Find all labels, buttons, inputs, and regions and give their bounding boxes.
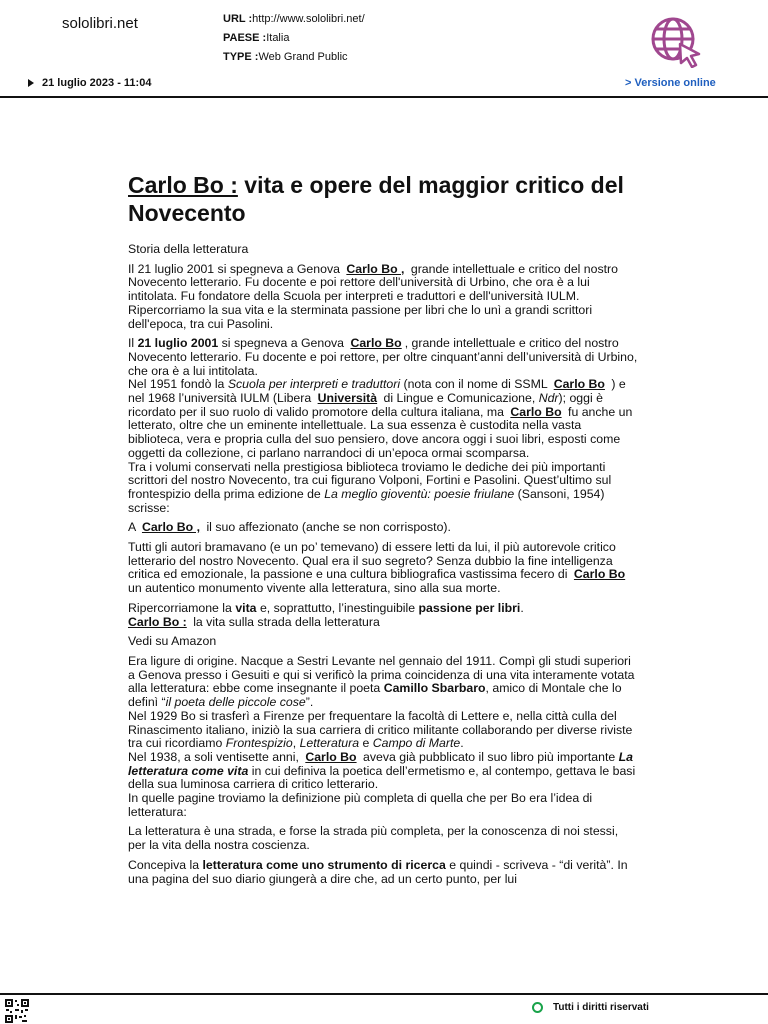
publication-date	[28, 77, 151, 89]
highlighted-term: Carlo Bo :	[128, 614, 187, 629]
paragraph-body-1: Il 21 luglio 2001 si spegneva a Genova Carlo Bo , grande intellettuale e critico del nostro Novecento letterario. Fu docente e poi rettore, per oltre cinquant’anni dell’università di Urbino, che ora è a lui intitolata. Nel 1951 fondò la Scuola per interpreti e traduttori (nota con il nome di SSML Carlo Bo ) e nel 1968 l’università IULM (Libera Università di Lingue e Comunicazione, Ndr); oggi è ricordato per il suo ruolo di valido promotore della cultura italiana, ma Carlo Bo fu anche un letterato, oltre che un eminente intellettuale. La sua essenza è custodita nella vasta biblioteca, vera e propria culla del suo pensiero, dove ancora oggi i suoi libri, esposti come oggetti da collezione, ci parlano narrandoci di un’epoca ormai scomparsa. Tra i volumi conservati nella prestigiosa biblioteca troviamo le dediche dei più importanti scrittori del nostro Novecento, tra cui figurano Volponi, Fortini e Pasolini. Quest’ultimo sul frontespizio della prima edizione de La meglio gioventù: poesie friulane (Sansoni, 1954) scrisse:	[128, 336, 638, 515]
site-name: sololibri.net	[62, 15, 138, 32]
country-label: PAESE :	[223, 32, 267, 44]
category-label: Storia della letteratura	[128, 242, 249, 256]
qr-code-icon	[4, 998, 30, 1024]
paragraph-intro: Il 21 luglio 2001 si spegneva a Genova Carlo Bo , grande intellettuale e critico del nostro Novecento letterario. Fu docente e poi rettore dell'università di Urbino, che ora è a lui intitolata. Fu fondatore della Scuola per interpreti e traduttori e dell'università IULM. Ripercorriamo la sua vita e la sterminata passione per libri che lo unì a grandi scrittori dell'epoca, tra cui Pasolini.	[128, 261, 618, 331]
article	[128, 171, 638, 892]
footer-divider	[0, 993, 768, 995]
highlighted-term: Carlo Bo	[305, 749, 357, 764]
rights-text: Tutti i diritti riservati	[553, 1002, 649, 1014]
article-title	[128, 171, 638, 227]
paragraph-dedication: A Carlo Bo , il suo affezionato (anche se non corrisposto).	[128, 520, 451, 535]
paragraph-body-2: Tutti gli autori bramavano (e un po’ temevano) di essere letti da lui, il più autorevole critico letterario del nostro Novecento. Qual era il suo segreto? Senza dubbio la fine intelligenza critica ed emozionale, la passione e una cultura bibliografica vastissima fecero di Carlo Bo un autentico monumento vivente alla letteratura, sino alla sua morte.	[128, 541, 638, 596]
amazon-link[interactable]: Vedi su Amazon	[128, 634, 217, 649]
country-value: Italia	[266, 32, 290, 44]
url-value[interactable]: http://www.sololibri.net/	[252, 13, 365, 25]
url-row	[223, 10, 365, 29]
country-row	[223, 29, 365, 48]
title-rest: vita e opere del maggior critico del Novecento	[128, 172, 624, 226]
type-row	[223, 48, 365, 67]
triangle-right-icon	[28, 79, 34, 87]
circle-icon	[532, 1002, 543, 1013]
online-version-link[interactable]: > Versione online	[625, 77, 716, 89]
highlighted-term: Carlo Bo ,	[141, 520, 201, 535]
title-highlight: Carlo Bo :	[128, 172, 238, 198]
paragraph-body-4: Era ligure di origine. Nacque a Sestri Levante nel gennaio del 1911. Compì gli studi superiori a Genova presso i Gesuiti e qui si verificò la prima coincidenza di una vita interamente votata alla letteratura: ebbe come insegnante il poeta Camillo Sbarbaro, amico di Montale che lo definì “il poeta delle piccole cose”. Nel 1929 Bo si trasferì a Firenze per frequentare la facoltà di Lettere e, nella città culla del Rinascimento italiano, iniziò la sua carriera di critico militante collaborando per diverse riviste tra cui ricordiamo Frontespizio, Letteratura e Campo di Marte. Nel 1938, a soli ventisette anni, Carlo Bo aveva già pubblicato il suo libro più importante La letteratura come vita in cui definiva la poetica dell’ermetismo e, al contempo, gettava le basi della sua luminosa carriera di critico letterario. In quelle pagine troviamo la definizione più completa di quella che per Bo era l’idea di letteratura:	[128, 653, 636, 819]
paragraph-body-3: Ripercorriamone la vita e, soprattutto, l’inestinguibile passione per libri. Carlo Bo : la vita sulla strada della letteratura	[128, 600, 524, 629]
url-label: URL :	[223, 13, 253, 25]
type-value: Web Grand Public	[258, 51, 348, 63]
type-label: TYPE :	[223, 51, 259, 63]
highlighted-term: Carlo Bo	[573, 567, 626, 582]
copyright-notice	[532, 1002, 649, 1013]
source-meta	[223, 10, 365, 67]
highlighted-term: Carlo Bo	[553, 377, 605, 392]
globe-cursor-icon[interactable]	[650, 16, 702, 68]
quote-paragraph: La letteratura è una strada, e forse la strada più completa, per la conoscenza di noi stessi, per la vita della nostra coscienza.	[128, 824, 619, 853]
highlighted-term: Carlo Bo	[510, 404, 562, 419]
paragraph-body-5: Concepiva la letteratura come uno strumento di ricerca e quindi - scriveva - “di verità”. In una pagina del suo diario giungerà a dire che, ad un certo punto, per lui	[128, 857, 628, 886]
header-divider	[0, 96, 768, 98]
highlighted-term: Carlo Bo	[350, 336, 402, 351]
date-text: 21 luglio 2023 - 11:04	[42, 77, 152, 89]
highlighted-term: Università	[317, 391, 378, 406]
highlighted-term: Carlo Bo ,	[346, 261, 405, 276]
